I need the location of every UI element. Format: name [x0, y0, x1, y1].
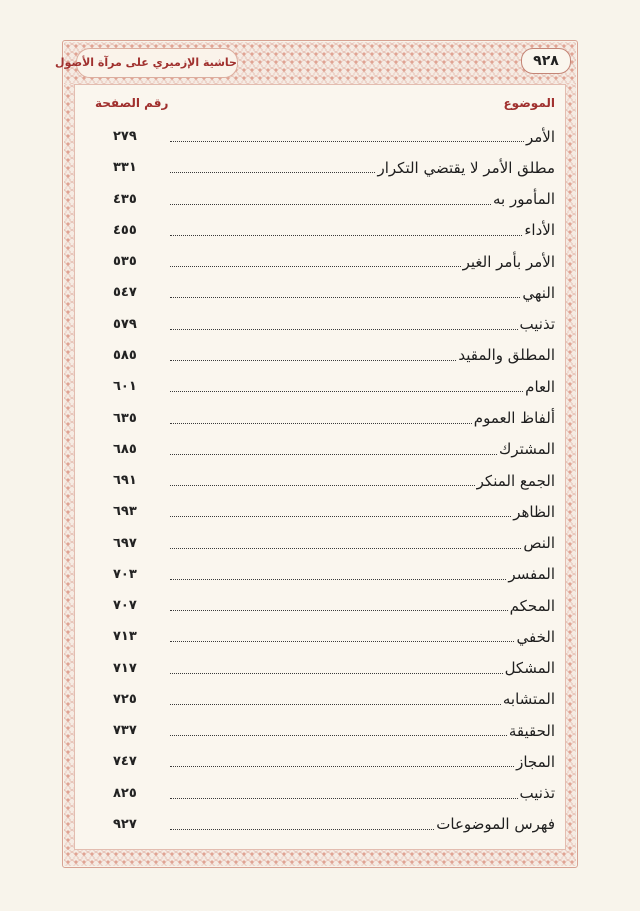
page-number: ٥٨٥: [113, 347, 137, 363]
index-row: [95, 184, 555, 215]
topic-title: الأمر بأمر الغير: [462, 252, 555, 271]
bottom-ornament-border: [64, 850, 576, 866]
left-ornament-border: [64, 84, 74, 850]
dot-leader: [170, 297, 520, 298]
topic-title: المجاز: [516, 752, 555, 771]
page-number: ٧٠٣: [113, 566, 137, 582]
dot-leader: [170, 423, 472, 424]
topic-title: النص: [523, 534, 555, 553]
dot-leader: [170, 829, 434, 830]
dot-leader: [170, 610, 508, 611]
index-row: [95, 152, 555, 183]
dot-leader: [170, 266, 461, 267]
index-row: [95, 121, 555, 152]
dot-leader: [170, 641, 514, 642]
dot-leader: [170, 485, 475, 486]
topic-title: المفسر: [508, 565, 555, 584]
page-number-badge: ٩٢٨: [521, 48, 571, 74]
dot-leader: [170, 360, 456, 361]
topic-title: الأداء: [524, 221, 555, 240]
dot-leader: [170, 798, 518, 799]
topic-title: المحكم: [509, 596, 555, 615]
topic-title: ألفاظ العموم: [473, 409, 555, 428]
page-number: ٦٩٣: [113, 504, 137, 520]
topic-title: الخفي: [516, 627, 555, 646]
page-number: ٩٢٧: [113, 816, 137, 832]
index-row: [95, 215, 555, 246]
index-row: [95, 434, 555, 465]
index-row: [95, 527, 555, 558]
page-number: ٦٩١: [113, 473, 137, 489]
topic-title: المشكل: [504, 659, 555, 678]
topic-title: فهرس الموضوعات: [436, 815, 555, 834]
index-row: [95, 715, 555, 746]
dot-leader: [170, 516, 511, 517]
dot-leader: [170, 329, 518, 330]
topic-title: تذنيب: [519, 315, 555, 334]
dot-leader: [170, 579, 506, 580]
topic-title: العام: [525, 377, 555, 396]
page-column-header: رقم الصفحة: [95, 96, 169, 110]
index-row: [95, 684, 555, 715]
dot-leader: [170, 454, 497, 455]
page-number: ٦٠١: [113, 379, 137, 395]
topic-title: المشترك: [499, 440, 555, 459]
index-row: [95, 277, 555, 308]
dot-leader: [170, 235, 522, 236]
dot-leader: [170, 735, 507, 736]
dot-leader: [170, 204, 491, 205]
page-number: ٦٨٥: [113, 441, 137, 457]
page-number: ٧٣٧: [113, 723, 137, 739]
right-ornament-border: [566, 84, 576, 850]
page-number: ٤٥٥: [113, 222, 137, 238]
topic-title: الظاهر: [513, 502, 555, 521]
index-row: [95, 402, 555, 433]
dot-leader: [170, 704, 501, 705]
page-number: ٥٤٧: [113, 285, 137, 301]
dot-leader: [170, 766, 514, 767]
topic-title: الجمع المنكر: [476, 471, 555, 490]
page-number: ٤٣٥: [113, 191, 137, 207]
index-row: [95, 653, 555, 684]
page-number: ٧٤٧: [113, 754, 137, 770]
page-number: ٧١٣: [113, 629, 137, 645]
topic-title: مطلق الأمر لا يقتضي التكرار: [377, 158, 555, 177]
page-number: ٢٧٩: [113, 129, 137, 145]
page-number: ٨٢٥: [113, 785, 137, 801]
page-number: ٧٠٧: [113, 598, 137, 614]
topic-title: الحقيقة: [508, 721, 555, 740]
topic-column-header: الموضوع: [503, 96, 555, 110]
index-row: [95, 340, 555, 371]
page-number: ٥٧٩: [113, 316, 137, 332]
topic-title: المطلق والمقيد: [458, 346, 555, 365]
index-row: [95, 778, 555, 809]
dot-leader: [170, 141, 524, 142]
index-row: [95, 621, 555, 652]
topic-title: النهي: [522, 283, 555, 302]
index-row: [95, 371, 555, 402]
dot-leader: [170, 673, 503, 674]
book-title-calligraphy: حاشية الإزميري على مرآة الأصول: [76, 48, 238, 78]
index-list: [95, 121, 555, 840]
index-row: [95, 309, 555, 340]
page-number: ٧١٧: [113, 660, 137, 676]
dot-leader: [170, 172, 375, 173]
page-number: ٥٣٥: [113, 254, 137, 270]
index-row: [95, 559, 555, 590]
index-row: [95, 465, 555, 496]
dot-leader: [170, 548, 521, 549]
index-row: [95, 746, 555, 777]
topic-title: المأمور به: [493, 190, 555, 209]
index-row: [95, 590, 555, 621]
page-number: ٧٢٥: [113, 691, 137, 707]
index-row: [95, 246, 555, 277]
topic-title: الأمر: [525, 127, 555, 146]
index-row: [95, 809, 555, 840]
page-number: ٣٣١: [113, 160, 137, 176]
topic-title: المتشابه: [502, 690, 555, 709]
topic-title: تذنيب: [519, 784, 555, 803]
index-row: [95, 496, 555, 527]
page-number: ٦٣٥: [113, 410, 137, 426]
dot-leader: [170, 391, 523, 392]
page-number: ٦٩٧: [113, 535, 137, 551]
